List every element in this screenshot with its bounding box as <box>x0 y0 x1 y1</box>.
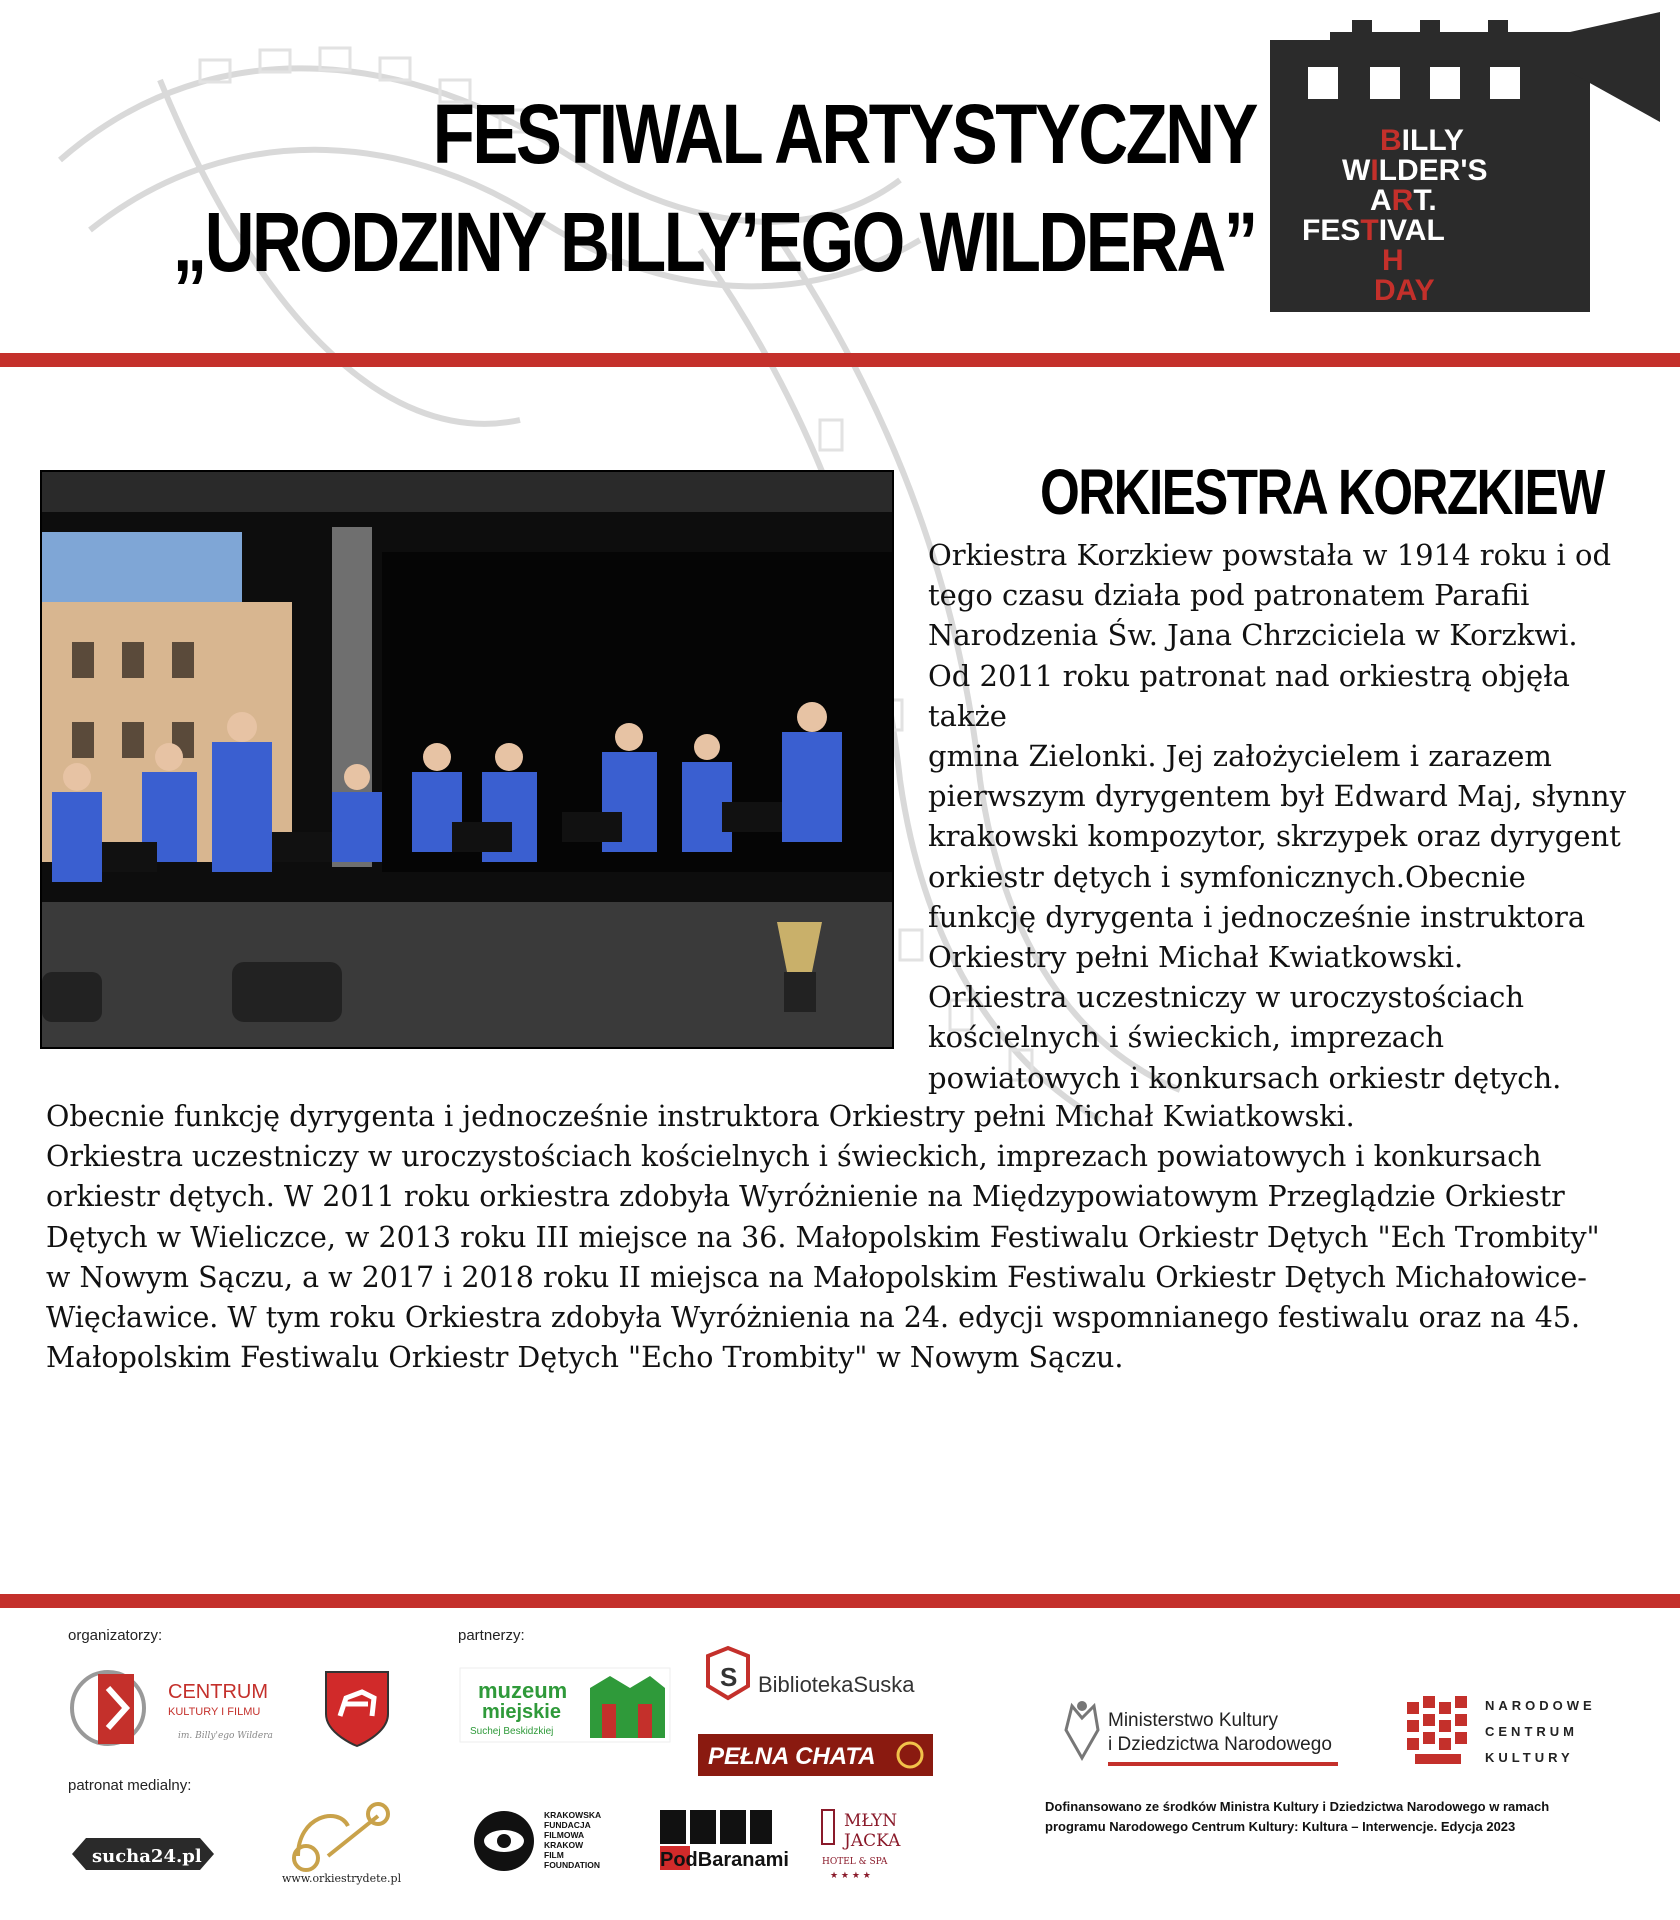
festival-logo <box>1270 12 1670 317</box>
kff-line1: KRAKOWSKA <box>544 1810 602 1820</box>
header-divider <box>0 353 1680 367</box>
svg-text:S: S <box>720 1662 738 1692</box>
ministerstwo-line1: Ministerstwo Kultury <box>1108 1710 1278 1731</box>
description-line: Orkiestra Korzkiew powstała w 1914 roku i od <box>928 538 1612 572</box>
description-line: tego czasu działa pod patronatem Parafii <box>928 578 1530 613</box>
sucha24-logo <box>68 1834 218 1874</box>
mlyn-line2: JACKA <box>844 1831 901 1851</box>
orkiestrydete-text: www.orkiestrydete.pl <box>282 1872 402 1885</box>
mlyn-line3: HOTEL & SPA <box>822 1857 888 1867</box>
section-title: ORKIESTRA KORZKIEW <box>1040 456 1604 528</box>
mlyn-line1: MŁYN <box>844 1811 898 1831</box>
centrum-kultury-logo <box>68 1668 288 1748</box>
achievements-line: orkiestr dętych. W 2011 roku orkiestra zdobyła Wyróżnienie na Międzypowiatowym Przeglądzie Orkiestr <box>46 1180 1565 1214</box>
muzeum-line3: Suchej Beskidzkiej <box>470 1726 554 1737</box>
partners-label: partnerzy: <box>458 1627 525 1644</box>
description-line: gmina Zielonki. Jej założycielem i zarazem <box>928 739 1552 774</box>
mlyn-stars: ★ ★ ★ ★ <box>830 1871 871 1881</box>
svg-text:H: H <box>1382 244 1404 277</box>
muzeum-miejskie-logo <box>460 1668 670 1742</box>
muzeum-line1: muzeum <box>478 1678 568 1703</box>
orchestra-photo <box>40 470 894 1049</box>
svg-text:FESTIVAL: FESTIVAL <box>1302 214 1445 247</box>
description-line: kościelnych i świeckich, imprezach <box>928 1020 1444 1055</box>
description-line: Orkiestry pełni Michał Kwiatkowski. <box>928 940 1464 975</box>
organizers-label: organizatorzy: <box>68 1627 163 1644</box>
muzeum-line2: miejskie <box>482 1701 561 1723</box>
funding-note <box>1045 1797 1605 1837</box>
centrum-line1: CENTRUM <box>168 1681 268 1703</box>
footer-divider <box>0 1594 1680 1608</box>
description-line: Orkiestra uczestniczy w uroczystościach <box>928 980 1525 1015</box>
ministerstwo-line2: i Dziedzictwa Narodowego <box>1108 1734 1332 1755</box>
nck-line2: CENTRUM <box>1485 1724 1578 1739</box>
kff-line3: FILMOWA <box>544 1830 585 1840</box>
description-line: Narodzenia Św. Jana Chrzciciela w Korzkwi. <box>928 618 1578 653</box>
orkiestrydete-logo <box>278 1796 413 1886</box>
centrum-line2: KULTURY I FILMU <box>168 1706 261 1718</box>
kff-line4: KRAKOW <box>544 1840 584 1850</box>
svg-text:ART.: ART. <box>1370 184 1437 217</box>
description-line: orkiestr dętych i symfonicznych.Obecnie <box>928 859 1526 894</box>
description-line: krakowski kompozytor, skrzypek oraz dyrygent <box>928 819 1621 854</box>
svg-text:WILDER'S: WILDER'S <box>1342 154 1488 187</box>
nck-line3: KULTURY <box>1485 1750 1574 1765</box>
kino-text: PodBaranami <box>660 1849 789 1871</box>
achievements-line: Więcławice. W tym roku Orkiestra zdobyła Wyróżnienia na 24. edycji wspomnianego festiwalu oraz na 45. <box>46 1301 1581 1335</box>
krakow-film-foundation-logo <box>474 1808 624 1874</box>
centrum-line3: im. Billy'ego Wildera <box>178 1731 273 1741</box>
sucha-coat-of-arms <box>322 1668 392 1748</box>
description-line: Od 2011 roku patronat nad orkiestrą objęła także <box>928 658 1570 733</box>
festival-title-line1: FESTIWAL ARTYSTYCZNY <box>432 87 1256 181</box>
achievements-line: Dętych w Wieliczce, w 2013 roku III miejsce na 36. Małopolskim Festiwalu Orkiestr Dętych "Ech Trombity" <box>46 1220 1600 1254</box>
nck-line1: NARODOWE <box>1485 1698 1596 1713</box>
kff-line6: FOUNDATION <box>544 1860 601 1870</box>
kff-line2: FUNDACJA <box>544 1820 591 1830</box>
media-patrons-label: patronat medialny: <box>68 1777 192 1794</box>
pelna-chata-text: PEŁNA CHATA <box>708 1743 876 1770</box>
funding-line: programu Narodowego Centrum Kultury: Kultura – Interwencje. Edycja 2023 <box>1045 1819 1516 1834</box>
achievements-line: Małopolskim Festiwalu Orkiestr Dętych "Echo Trombity" w Nowym Sączu. <box>46 1341 1124 1375</box>
biblioteka-suska-logo <box>698 1646 928 1716</box>
mlyn-jacka-logo <box>818 1804 908 1884</box>
achievements-line: Orkiestra uczestniczy w uroczystościach kościelnych i świeckich, imprezach powiatowych i konkursach <box>46 1140 1542 1174</box>
orchestra-description <box>928 535 1648 1098</box>
funding-line: Dofinansowano ze środków Ministra Kultury i Dziedzictwa Narodowego w ramach <box>1045 1799 1550 1814</box>
festival-title-line2: „URODZINY BILLY’EGO WILDERA” <box>172 195 1256 289</box>
description-line: funkcję dyrygenta i jednocześnie instruktora <box>928 899 1586 934</box>
pelna-chata-logo <box>698 1734 933 1776</box>
svg-text:BILLY: BILLY <box>1380 124 1464 157</box>
svg-text:DAY: DAY <box>1374 274 1435 307</box>
achievements-line: Obecnie funkcję dyrygenta i jednocześnie instruktora Orkiestry pełni Michał Kwiatkowski. <box>46 1100 1355 1133</box>
kino-pod-baranami-logo <box>656 1806 789 1872</box>
ministerstwo-kultury-logo <box>1042 1696 1342 1772</box>
sucha24-text: sucha24.pl <box>92 1846 202 1867</box>
description-line: pierwszym dyrygentem był Edward Maj, słynny <box>928 779 1626 814</box>
narodowe-centrum-kultury-logo <box>1405 1694 1605 1768</box>
kff-line5: FILM <box>544 1850 564 1860</box>
biblioteka-text: BibliotekaSuska <box>758 1672 915 1697</box>
orchestra-achievements <box>46 1097 1646 1378</box>
description-line: powiatowych i konkursach orkiestr dętych. <box>928 1060 1562 1095</box>
achievements-line: w Nowym Sączu, a w 2017 i 2018 roku II miejsca na Małopolskim Festiwalu Orkiestr Dętych Michałowice- <box>46 1260 1587 1294</box>
